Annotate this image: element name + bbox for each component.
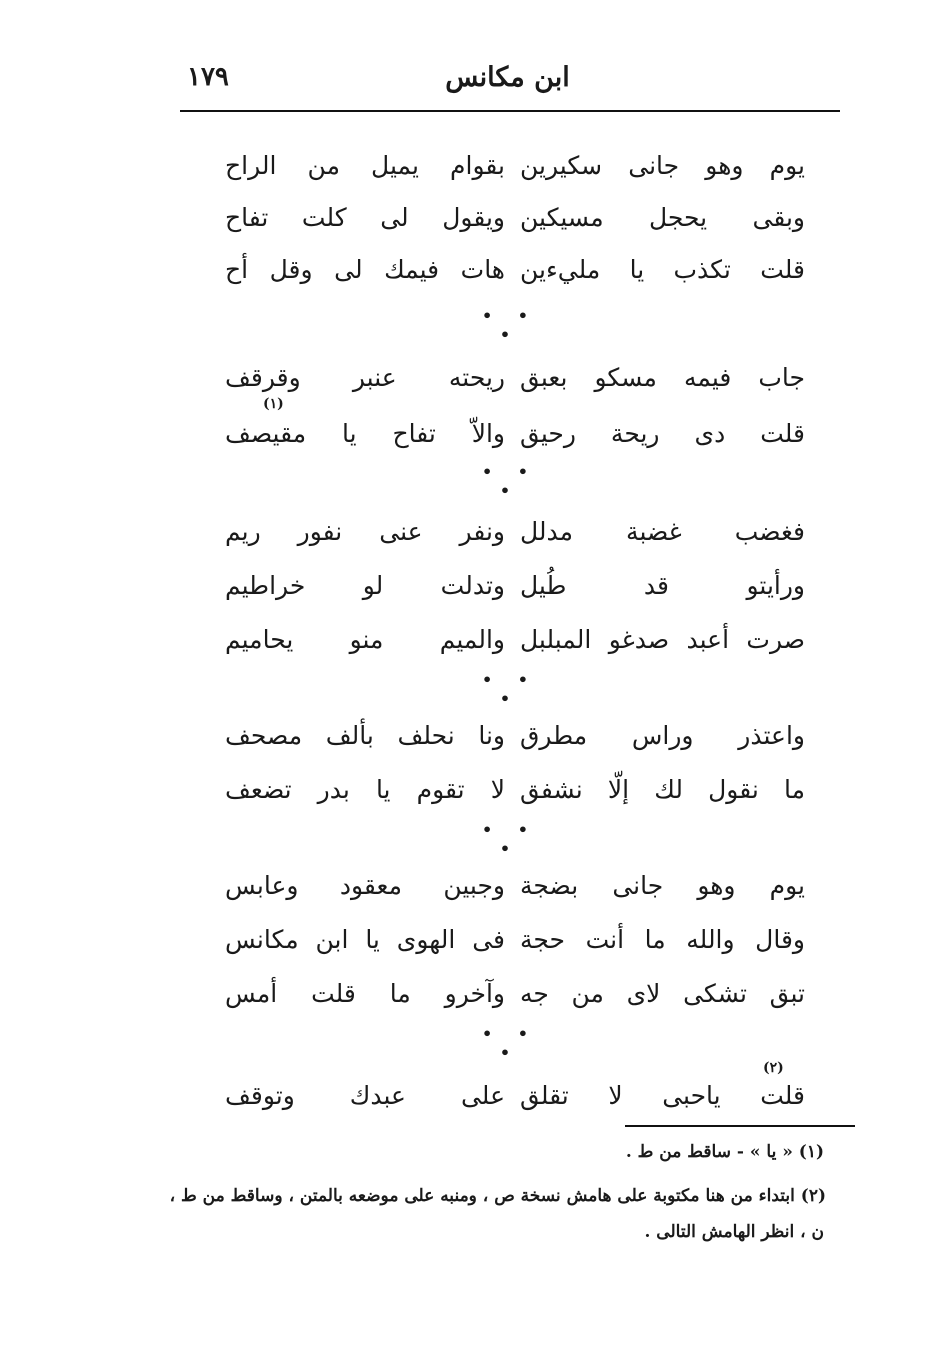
poem-line: [225, 414, 805, 454]
first-hemistich: جاب فيمه مسكو بعبق: [520, 363, 805, 392]
first-hemistich: قلت دى ريحة رحيق: [520, 419, 805, 448]
footnote-2: (٢) ابتداء من هنا مكتوبة على هامش نسخة ص ، ومنبه على موضعه بالمتن ، وساقط من ط ،: [169, 1186, 826, 1206]
second-hemistich: وجبين معقود وعابس: [225, 871, 505, 900]
first-hemistich: وبقى يحجل مسيكين: [520, 203, 805, 232]
first-hemistich: يوم وهو جانى بضجة: [520, 871, 805, 900]
second-hemistich: والميم منو يحاميم: [225, 625, 505, 654]
poem-line: [225, 770, 805, 810]
second-hemistich: ريحته عنبر وقرقف: [225, 363, 505, 392]
footnote-marker: (٢): [763, 1060, 784, 1076]
second-hemistich: ويقول لى كلت تفاح: [225, 203, 505, 232]
stanza-separator: • • •: [481, 306, 539, 344]
page-header: [175, 58, 840, 108]
first-hemistich: تبق تشكى لاى من جه: [520, 979, 805, 1008]
stanza-separator: • • •: [481, 462, 539, 500]
poem-line: [225, 716, 805, 756]
poem-line: [225, 512, 805, 552]
second-hemistich: بقوام يميل من الراح: [225, 151, 505, 180]
first-hemistich: قلت تكذب يا مليءين: [520, 255, 805, 284]
poem-line: [225, 566, 805, 606]
poem-line: [225, 974, 805, 1014]
poem-line: [225, 198, 805, 238]
poem-line: [225, 358, 805, 398]
stanza-separator: • • •: [481, 820, 539, 858]
poem-line: [225, 620, 805, 660]
first-hemistich: صرت أعبد صدغو المبلبل: [520, 625, 805, 654]
second-hemistich: ونا نحلف بألف مصحف: [225, 721, 505, 750]
second-hemistich: فى الهوى يا ابن مكانس: [225, 925, 505, 954]
stanza-separator: • • •: [481, 1024, 539, 1062]
footnote-marker: (١): [263, 396, 284, 412]
second-hemistich: وتدلت لو خراطيم: [225, 571, 505, 600]
first-hemistich: قلت ياحبى لا تقلق: [520, 1081, 805, 1110]
second-hemistich: لا تقوم يا بدر تضعف: [225, 775, 505, 804]
poem-line: [225, 920, 805, 960]
first-hemistich: فغضب غضبة مدلل: [520, 517, 805, 546]
header-rule: [180, 110, 840, 112]
first-hemistich: ورأيتو قد طُيل: [520, 571, 805, 600]
first-hemistich: ما نقول لك إلّا نشفق: [520, 775, 805, 804]
poem-line: [225, 1076, 805, 1116]
first-hemistich: واعتذر وراس مطرق: [520, 721, 805, 750]
running-title: ابن مكانس: [445, 62, 570, 93]
stanza-separator: • • •: [481, 670, 539, 708]
second-hemistich: والاّ تفاح يا مقيصف: [225, 419, 505, 448]
first-hemistich: وقال والله ما أنت حجة: [520, 925, 805, 954]
footnote-rule: [625, 1125, 855, 1127]
footnote-1: (١) « يا » - ساقط من ط .: [625, 1142, 824, 1162]
poem-line: [225, 250, 805, 290]
second-hemistich: على عبدك وتوقف: [225, 1081, 505, 1110]
second-hemistich: ونفر عنى نفور ريم: [225, 517, 505, 546]
page-number: ١٧٩: [187, 62, 229, 92]
poem-line: [225, 866, 805, 906]
first-hemistich: يوم وهو جانى سكيرين: [520, 151, 805, 180]
poem-line: [225, 146, 805, 186]
second-hemistich: وآخرو ما قلت أمس: [225, 979, 505, 1008]
second-hemistich: هات فيمك لى وقل أح: [225, 255, 505, 284]
footnote-2-continued: ن ، انظر الهامش التالى .: [644, 1222, 824, 1242]
